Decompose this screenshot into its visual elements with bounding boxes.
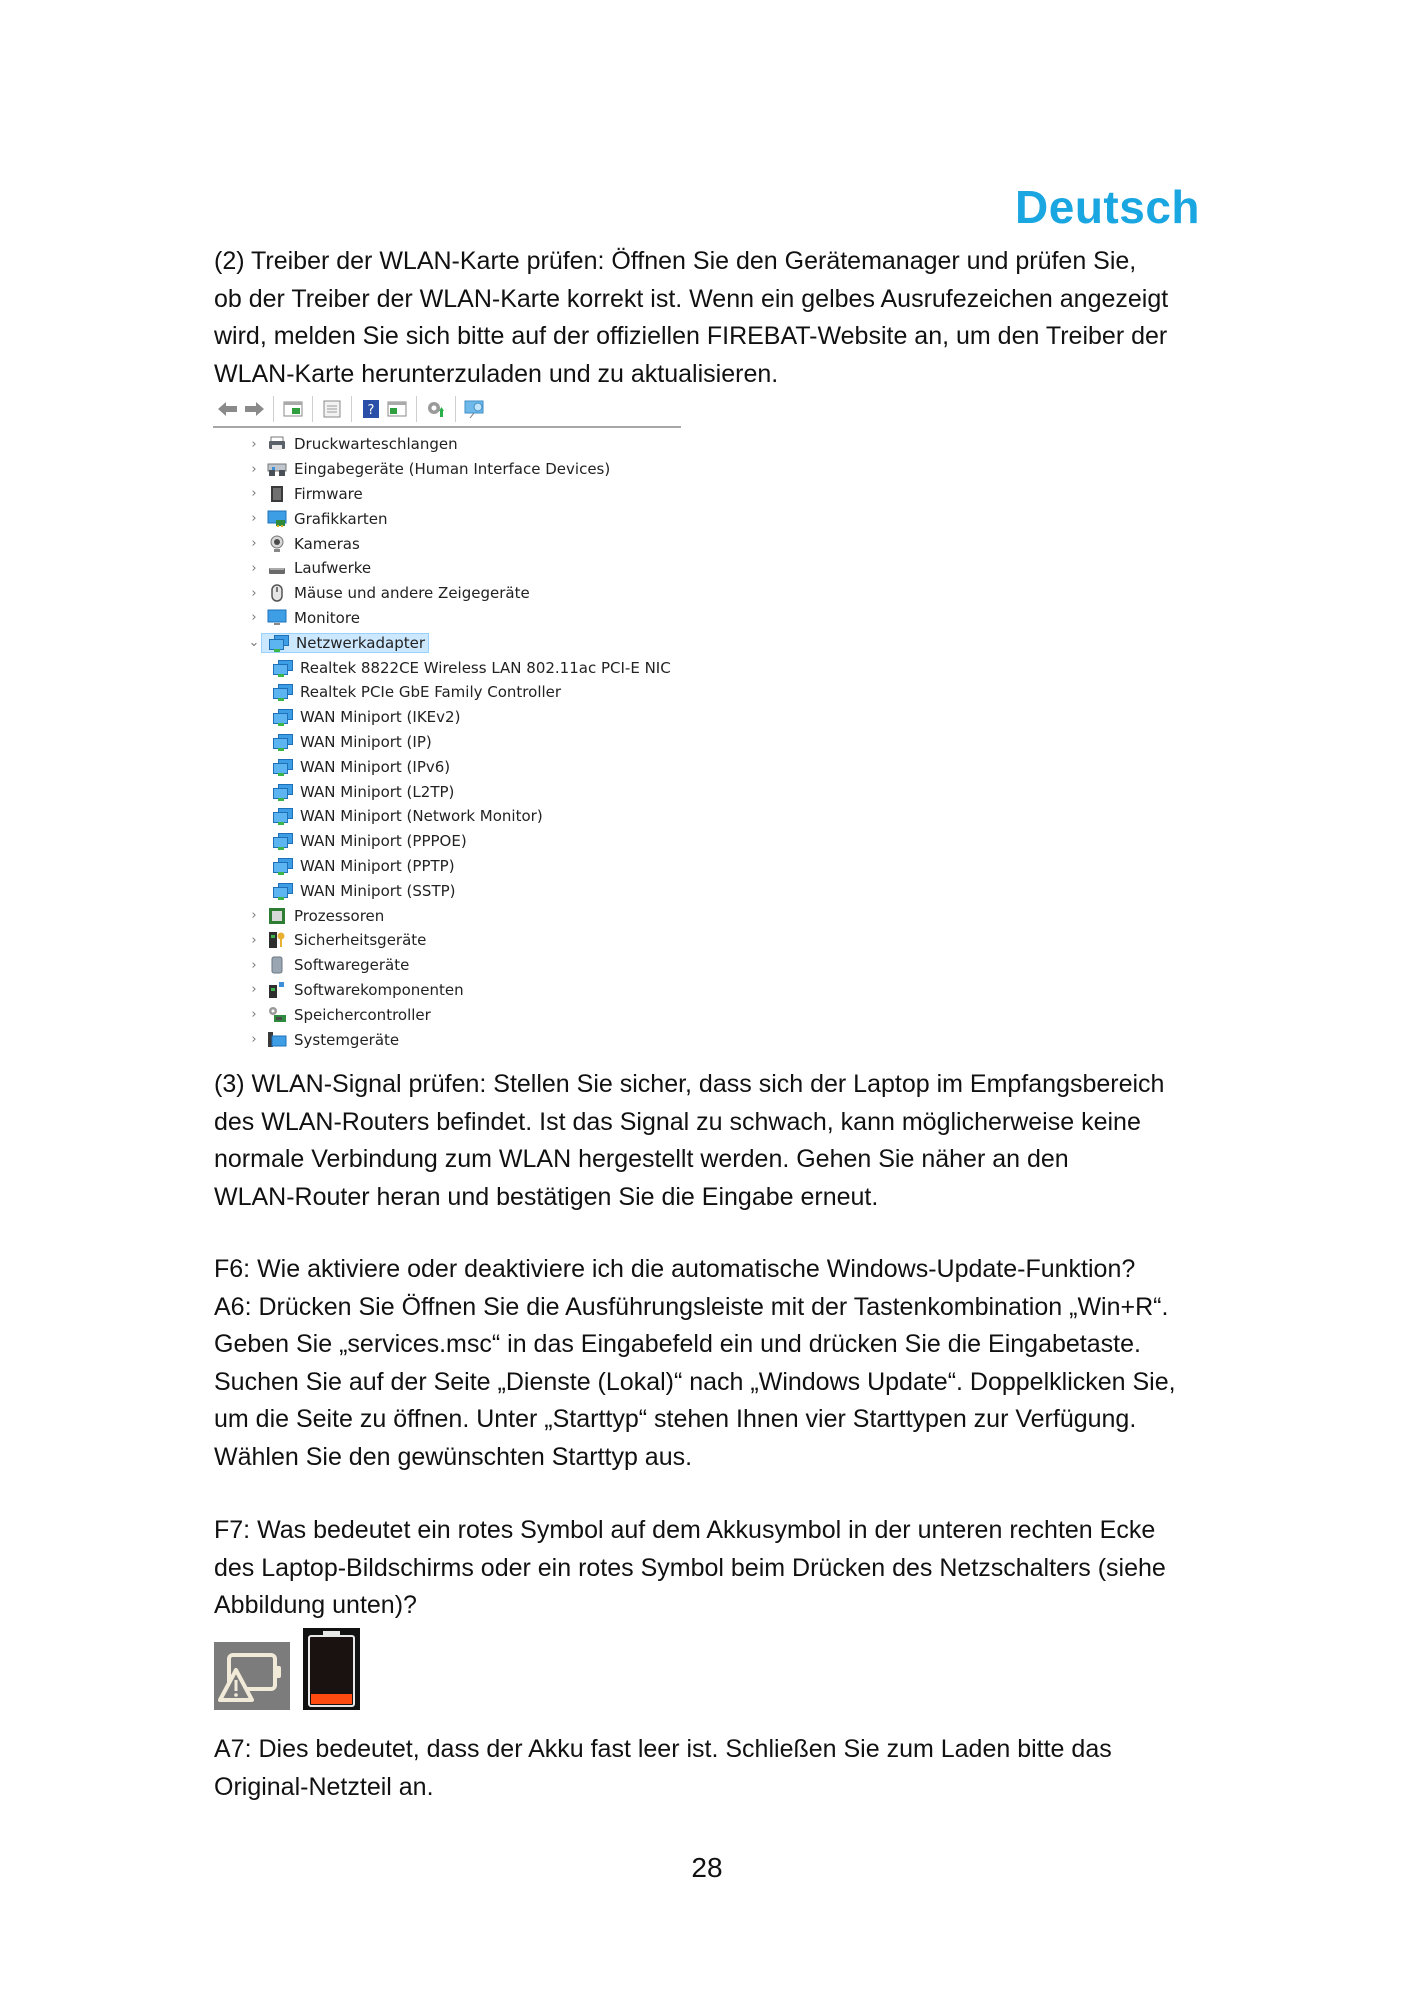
adapter-label: WAN Miniport (IPv6) bbox=[300, 757, 451, 776]
tree-item-grafikkarten[interactable] bbox=[213, 506, 681, 531]
faq-answer-line: A6: Drücken Sie Öffnen Sie die Ausführungsleiste mit der Tastenkombination „Win+R“. bbox=[214, 1292, 1169, 1321]
chevron-right-icon[interactable]: › bbox=[251, 560, 257, 576]
printer-icon bbox=[267, 435, 287, 453]
hid-icon bbox=[267, 460, 287, 478]
toolbar-separator bbox=[351, 396, 352, 422]
tree-item-label: Sicherheitsgeräte bbox=[294, 931, 427, 950]
battery-low-icon bbox=[303, 1628, 360, 1710]
text-line: ob der Treiber der WLAN-Karte korrekt ist. Wenn ein gelbes Ausrufezeichen angezeigt bbox=[214, 284, 1169, 313]
adapter-label: WAN Miniport (PPPOE) bbox=[300, 832, 467, 851]
firmware-icon bbox=[267, 485, 287, 503]
toolbar-separator bbox=[312, 396, 313, 422]
faq-question-line: des Laptop-Bildschirms oder ein rotes Symbol beim Drücken des Netzschalters (siehe bbox=[214, 1553, 1166, 1582]
software-component-icon bbox=[267, 981, 287, 999]
security-device-icon bbox=[267, 931, 287, 949]
faq-6 bbox=[214, 1251, 1200, 1476]
chevron-right-icon[interactable]: › bbox=[251, 982, 257, 998]
tree-item-eingabegeraete[interactable] bbox=[213, 457, 681, 482]
network-adapter-icon bbox=[269, 634, 289, 652]
network-adapter-icon bbox=[273, 807, 293, 825]
adapter-item[interactable] bbox=[213, 878, 681, 903]
tree-item-laufwerke[interactable] bbox=[213, 556, 681, 581]
faq-answer-line: Wählen Sie den gewünschten Starttyp aus. bbox=[214, 1442, 693, 1471]
tree-item-speichercontroller[interactable] bbox=[213, 1002, 681, 1027]
faq-question-line: F7: Was bedeutet ein rotes Symbol auf dem Akkusymbol in der unteren rechten Ecke bbox=[214, 1516, 1156, 1544]
device-manager-screenshot bbox=[213, 392, 681, 1062]
adapter-label: WAN Miniport (SSTP) bbox=[300, 881, 456, 900]
battery-images bbox=[214, 1628, 360, 1710]
adapter-item[interactable] bbox=[213, 680, 681, 705]
faq-answer-line: um die Seite zu öffnen. Unter „Starttyp“ stehen Ihnen vier Starttypen zur Verfügung. bbox=[214, 1405, 1137, 1433]
tree-item-label: Systemgeräte bbox=[294, 1030, 400, 1049]
help-icon[interactable] bbox=[360, 398, 382, 420]
faq-question: F6: Wie aktiviere oder deaktiviere ich die automatische Windows-Update-Funktion? bbox=[214, 1255, 1136, 1283]
device-tree bbox=[213, 428, 681, 1052]
adapter-item[interactable] bbox=[213, 655, 681, 680]
properties-icon[interactable] bbox=[321, 398, 343, 420]
adapter-item[interactable] bbox=[213, 779, 681, 804]
chevron-right-icon[interactable]: › bbox=[251, 585, 257, 601]
network-adapter-icon bbox=[273, 659, 293, 677]
tree-item-label: Mäuse und andere Zeigegeräte bbox=[294, 584, 530, 603]
mouse-icon bbox=[267, 584, 287, 602]
text-line: WLAN-Karte herunterzuladen und zu aktualisieren. bbox=[214, 359, 779, 388]
adapter-item[interactable] bbox=[213, 754, 681, 779]
chevron-right-icon[interactable]: › bbox=[251, 957, 257, 973]
tree-item-label: Firmware bbox=[294, 484, 363, 503]
show-hide-console-tree-icon[interactable] bbox=[282, 398, 304, 420]
tree-item-druckwarteschlangen[interactable] bbox=[213, 432, 681, 457]
chevron-right-icon[interactable]: › bbox=[251, 1007, 257, 1023]
tree-item-label: Softwarekomponenten bbox=[294, 980, 464, 999]
tree-item-label: Kameras bbox=[294, 534, 360, 553]
network-adapter-icon bbox=[273, 832, 293, 850]
toolbar-separator bbox=[455, 396, 456, 422]
tree-item-label: Speichercontroller bbox=[294, 1005, 431, 1024]
network-adapter-icon bbox=[273, 857, 293, 875]
chevron-right-icon[interactable]: › bbox=[251, 908, 257, 924]
network-adapter-icon bbox=[273, 783, 293, 801]
battery-level-fill bbox=[311, 1694, 352, 1704]
network-adapter-icon bbox=[273, 683, 293, 701]
chevron-right-icon[interactable]: › bbox=[251, 1032, 257, 1048]
page-number: 28 bbox=[691, 1852, 723, 1883]
chevron-right-icon[interactable]: › bbox=[251, 536, 257, 552]
faq-question-line: Abbildung unten)? bbox=[214, 1591, 417, 1619]
tree-item-softwarekomponenten[interactable] bbox=[213, 978, 681, 1003]
selected-node[interactable] bbox=[261, 633, 429, 653]
battery-warning-icon bbox=[214, 1642, 290, 1710]
adapter-item[interactable] bbox=[213, 854, 681, 879]
toolbar-separator bbox=[273, 396, 274, 422]
chevron-right-icon[interactable]: › bbox=[251, 511, 257, 527]
chevron-right-icon[interactable]: › bbox=[251, 461, 257, 477]
svg-text:?: ? bbox=[367, 403, 375, 418]
tree-item-label: Netzwerkadapter bbox=[296, 633, 425, 652]
tree-item-label: Eingabegeräte (Human Interface Devices) bbox=[294, 460, 611, 479]
section-3-text bbox=[214, 1066, 1200, 1216]
faq-answer-line: Geben Sie „services.msc“ in das Eingabefeld ein und drücken Sie die Eingabetaste. bbox=[214, 1330, 1141, 1358]
chevron-down-icon[interactable]: ⌄ bbox=[248, 635, 260, 651]
faq-answer-line: Original-Netzteil an. bbox=[214, 1772, 434, 1801]
tree-item-label: Laufwerke bbox=[294, 559, 372, 578]
network-adapter-icon bbox=[273, 758, 293, 776]
text-line: WLAN-Router heran und bestätigen Sie die Eingabe erneut. bbox=[214, 1182, 879, 1211]
text-line: des WLAN-Routers befindet. Ist das Signal zu schwach, kann möglicherweise keine bbox=[214, 1107, 1141, 1136]
update-driver-icon[interactable] bbox=[425, 398, 447, 420]
tree-item-label: Grafikkarten bbox=[294, 509, 388, 528]
adapter-label: Realtek 8822CE Wireless LAN 802.11ac PCI-E NIC bbox=[300, 658, 671, 677]
text-line: (2) Treiber der WLAN-Karte prüfen: Öffnen Sie den Gerätemanager und prüfen Sie, bbox=[214, 247, 1137, 275]
adapter-item[interactable] bbox=[213, 829, 681, 854]
adapter-item[interactable] bbox=[213, 705, 681, 730]
processor-icon bbox=[267, 907, 287, 925]
adapter-label: WAN Miniport (IP) bbox=[300, 732, 432, 751]
adapter-item[interactable] bbox=[213, 730, 681, 755]
chevron-right-icon[interactable]: › bbox=[251, 610, 257, 626]
tree-item-label: Monitore bbox=[294, 608, 360, 627]
tree-item-systemgeraete[interactable] bbox=[213, 1027, 681, 1052]
disk-drive-icon bbox=[267, 559, 287, 577]
tree-item-maeuse[interactable] bbox=[213, 581, 681, 606]
tree-item-label: Softwaregeräte bbox=[294, 956, 410, 975]
faq-answer-line: A7: Dies bedeutet, dass der Akku fast leer ist. Schließen Sie zum Laden bitte das bbox=[214, 1735, 1112, 1763]
tree-item-kameras[interactable] bbox=[213, 531, 681, 556]
system-device-icon bbox=[267, 1031, 287, 1049]
tree-item-monitore[interactable] bbox=[213, 606, 681, 631]
monitor-icon bbox=[267, 609, 287, 627]
faq-7-answer bbox=[214, 1731, 1200, 1806]
adapter-label: WAN Miniport (L2TP) bbox=[300, 782, 455, 801]
software-device-icon bbox=[267, 956, 287, 974]
device-manager-toolbar bbox=[213, 392, 681, 428]
forward-icon[interactable] bbox=[243, 398, 265, 420]
network-adapter-icon bbox=[273, 708, 293, 726]
tree-item-prozessoren[interactable] bbox=[213, 903, 681, 928]
network-adapter-icon bbox=[273, 733, 293, 751]
text-line: (3) WLAN-Signal prüfen: Stellen Sie sicher, dass sich der Laptop im Empfangsbereich bbox=[214, 1070, 1165, 1098]
show-action-pane-icon[interactable] bbox=[386, 398, 408, 420]
display-adapter-icon bbox=[267, 510, 287, 528]
tree-item-firmware[interactable] bbox=[213, 482, 681, 507]
camera-icon bbox=[267, 535, 287, 553]
text-line: normale Verbindung zum WLAN hergestellt werden. Gehen Sie näher an den bbox=[214, 1145, 1069, 1173]
language-heading: Deutsch bbox=[1015, 181, 1200, 233]
toolbar-separator bbox=[416, 396, 417, 422]
scan-hardware-icon[interactable] bbox=[464, 398, 486, 420]
adapter-label: Realtek PCIe GbE Family Controller bbox=[300, 683, 562, 702]
network-adapter-icon bbox=[273, 882, 293, 900]
adapter-label: WAN Miniport (PPTP) bbox=[300, 856, 455, 875]
faq-7-question bbox=[214, 1512, 1200, 1625]
section-2-text bbox=[214, 243, 1200, 393]
chevron-right-icon[interactable]: › bbox=[251, 486, 257, 502]
adapter-label: WAN Miniport (IKEv2) bbox=[300, 708, 461, 727]
faq-answer-line: Suchen Sie auf der Seite „Dienste (Lokal)“ nach „Windows Update“. Doppelklicken Sie, bbox=[214, 1367, 1176, 1396]
chevron-right-icon[interactable]: › bbox=[251, 932, 257, 948]
storage-controller-icon bbox=[267, 1006, 287, 1024]
back-icon[interactable] bbox=[217, 398, 239, 420]
tree-item-sicherheitsgeraete[interactable] bbox=[213, 928, 681, 953]
adapter-label: WAN Miniport (Network Monitor) bbox=[300, 807, 543, 826]
tree-item-label: Druckwarteschlangen bbox=[294, 435, 458, 454]
tree-item-label: Prozessoren bbox=[294, 906, 385, 925]
tree-item-softwaregeraete[interactable] bbox=[213, 953, 681, 978]
adapter-item[interactable] bbox=[213, 804, 681, 829]
text-line: wird, melden Sie sich bitte auf der offiziellen FIREBAT-Website an, um den Treiber der bbox=[214, 322, 1168, 350]
tree-item-netzwerkadapter[interactable] bbox=[213, 630, 681, 655]
chevron-right-icon[interactable]: › bbox=[251, 436, 257, 452]
